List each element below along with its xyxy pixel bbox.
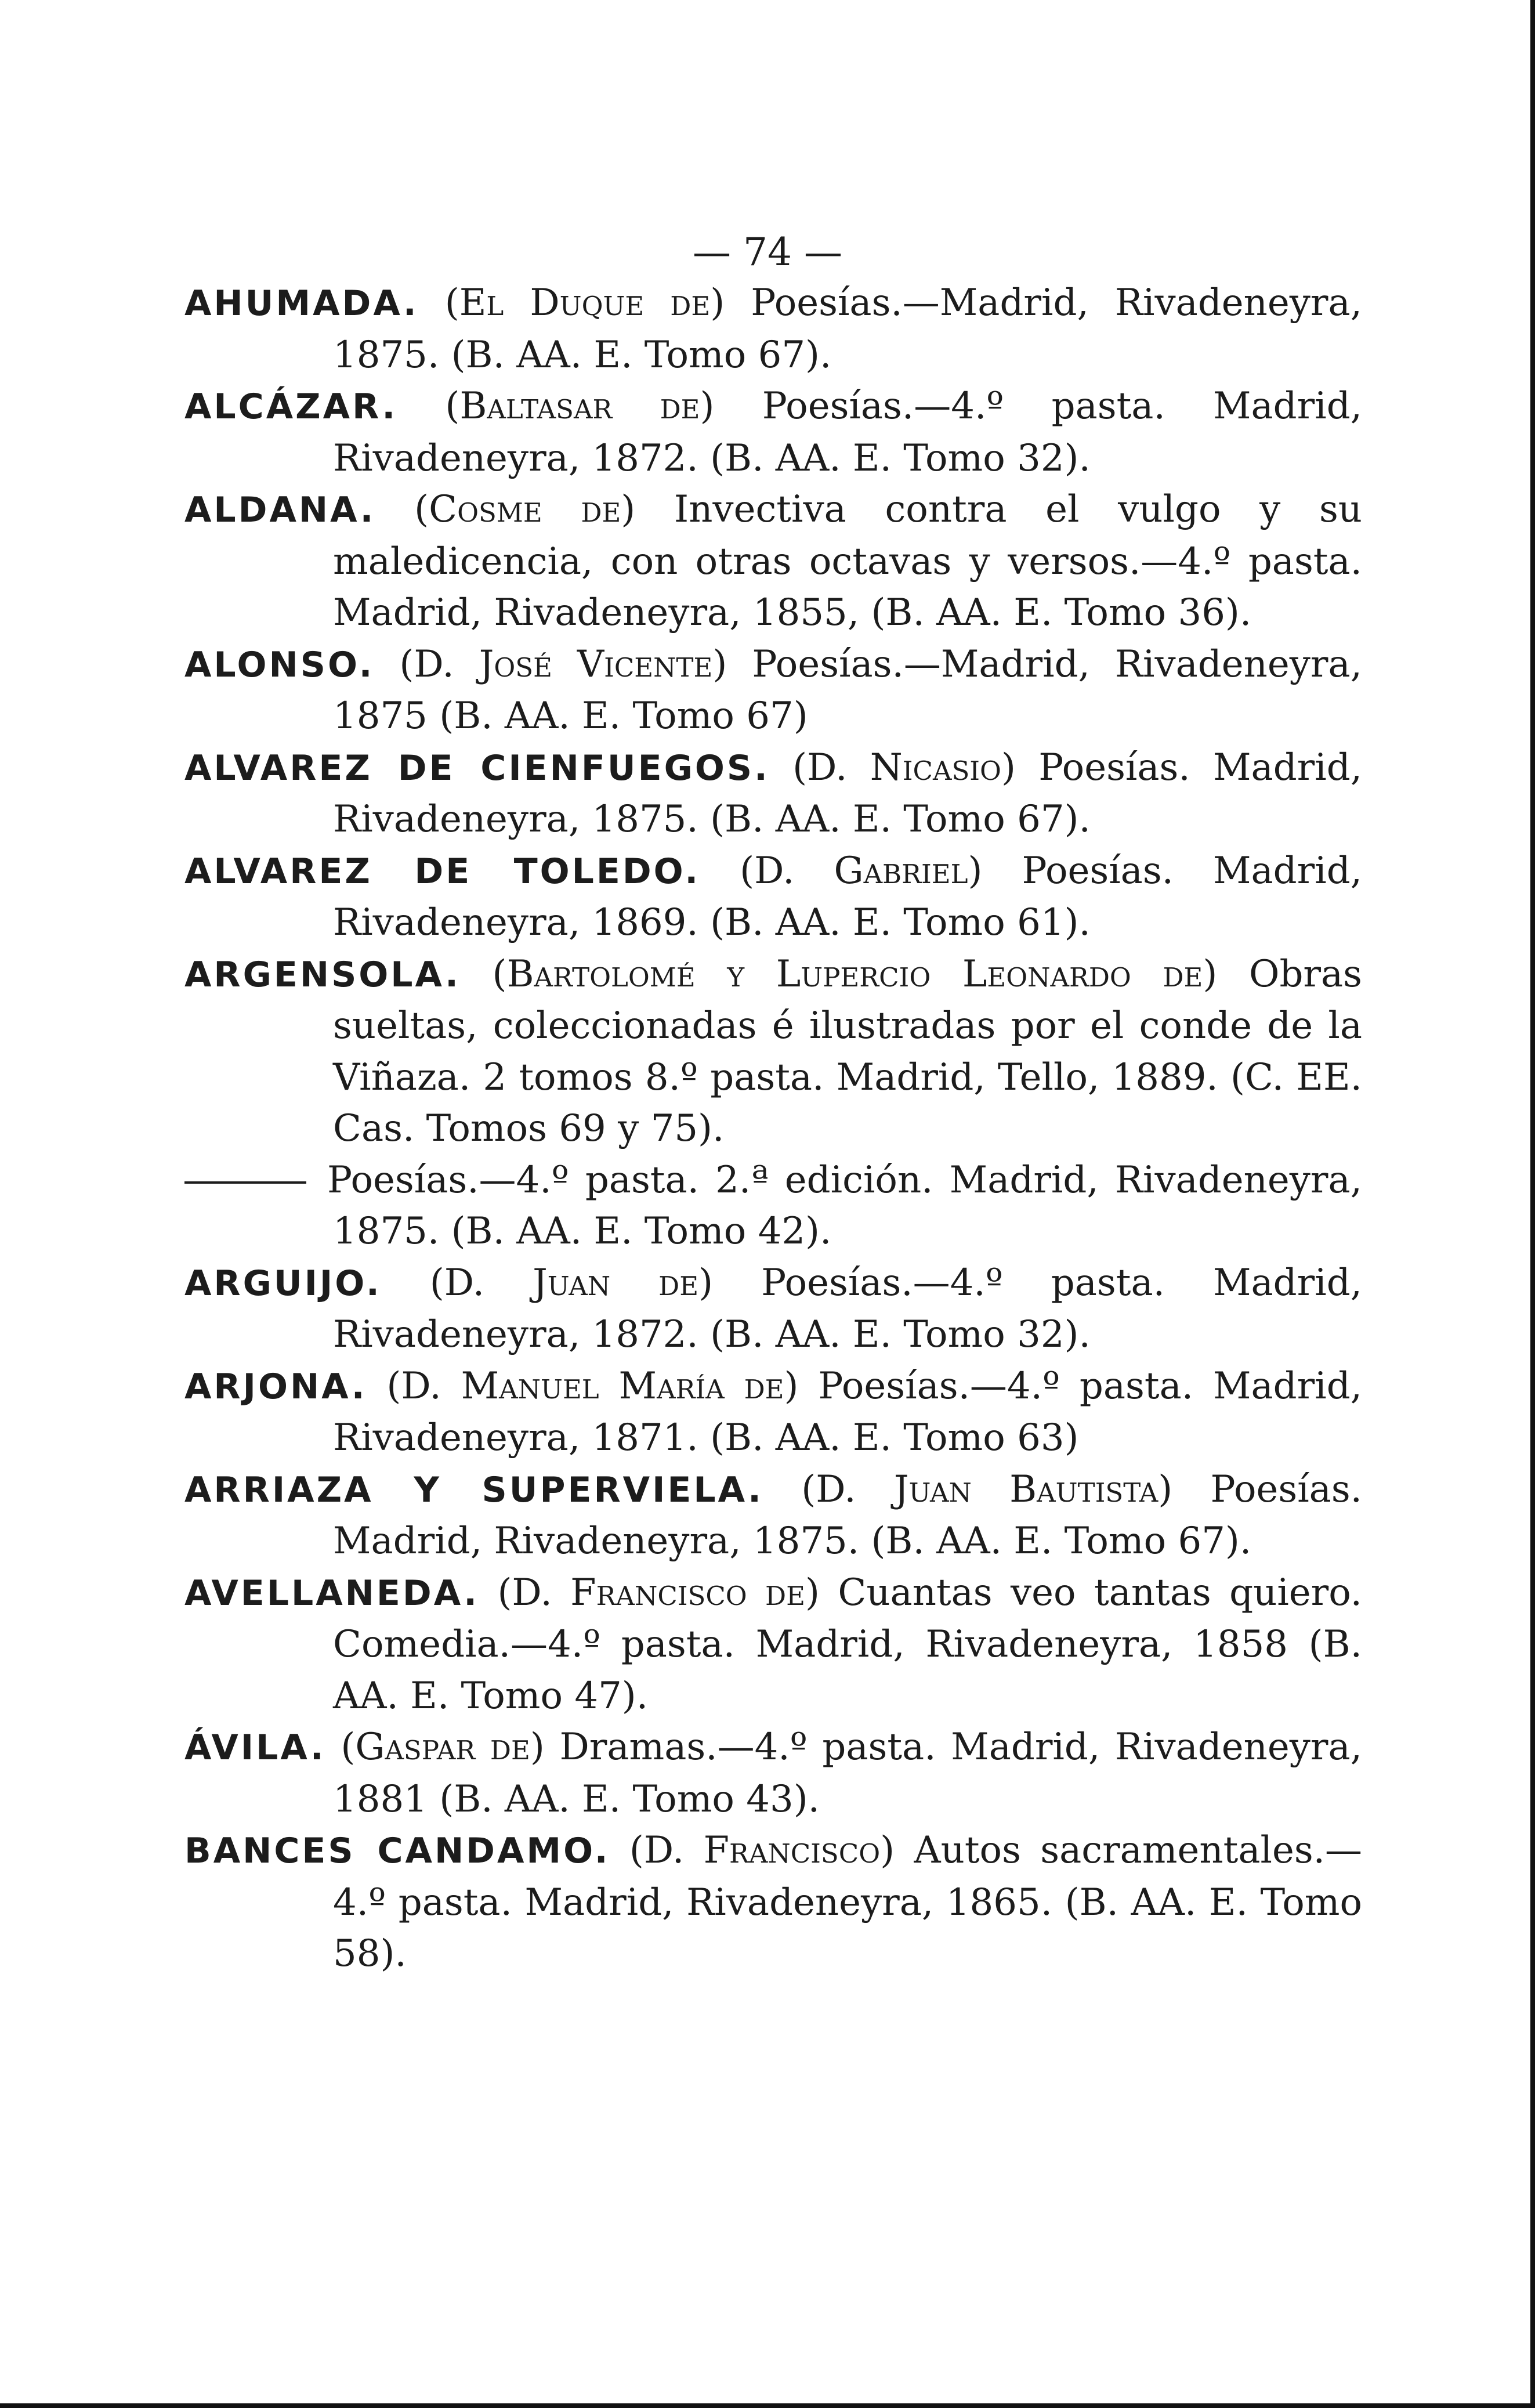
entry-heading: ÁVILA.	[184, 1727, 326, 1768]
bibliography-entry	[184, 742, 1362, 845]
entry-heading: ALVAREZ DE CIENFUEGOS.	[184, 747, 770, 789]
bibliography-entry	[184, 639, 1362, 742]
entry-heading: ALDANA.	[184, 490, 376, 530]
entry-author: (D. Manuel María de)	[386, 1364, 799, 1408]
entry-text: Poesías.—4.º pasta. Madrid, Rivadeneyra, 1872. (B. AA. E. Tomo 32).	[333, 385, 1363, 480]
entry-author: (Gaspar de)	[341, 1726, 545, 1769]
entry-text: Poesías.—Madrid, Rivadeneyra, 1875. (B. AA. E. Tomo 67).	[333, 281, 1362, 377]
entry-text: Dramas.—4.º pasta. Madrid, Rivadeneyra, 1881 (B. AA. E. Tomo 43).	[333, 1726, 1363, 1821]
bibliography-entry	[184, 484, 1362, 639]
ditto-dash	[184, 1181, 306, 1184]
page-number: — 74 —	[693, 230, 842, 274]
entry-text: Poesías.—Madrid, Rivadeneyra, 1875 (B. AA. E. Tomo 67)	[333, 642, 1362, 737]
entry-text: Poesías.—4.º pasta. 2.ª edición. Madrid, Rivadeneyra, 1875. (B. AA. E. Tomo 42).	[327, 1158, 1362, 1253]
entry-text: Cuantas veo tantas quiero. Comedia.—4.º pasta. Madrid, Rivadeneyra, 1858 (B. AA. E. Tomo 47).	[333, 1571, 1363, 1718]
entry-author: (D. Francisco)	[629, 1829, 895, 1872]
entry-author: (D. Gabriel)	[740, 849, 983, 892]
entry-text: Obras sueltas, coleccionadas é ilustradas por el conde de la Viñaza. 2 tomos 8.º pasta. Madrid, Tello, 1889. (C. EE. Cas. Tomos 69 y 75).	[333, 952, 1363, 1150]
entry-heading: ALCÁZAR.	[184, 386, 398, 427]
entry-author: (D. Juan Bautista)	[801, 1467, 1173, 1511]
entry-text: Poesías.—4.º pasta. Madrid, Rivadeneyra, 1871. (B. AA. E. Tomo 63)	[333, 1364, 1363, 1459]
bibliography-entry	[184, 1567, 1362, 1722]
entry-author: (El Duque de)	[444, 281, 725, 324]
bibliography-entry	[184, 845, 1362, 949]
bibliography-list	[184, 277, 1362, 1980]
bibliography-entry	[184, 277, 1362, 381]
bibliography-entry	[184, 949, 1362, 1155]
bibliography-entry	[184, 381, 1362, 484]
entry-author: (D. José Vicente)	[399, 642, 727, 686]
entry-author: (D. Juan de)	[429, 1261, 714, 1304]
entry-heading: ALONSO.	[184, 644, 375, 685]
entry-heading: ARRIAZA Y SUPERVIELA.	[184, 1469, 763, 1510]
page-border-bottom	[0, 2403, 1535, 2408]
entry-heading: AHUMADA.	[184, 283, 419, 324]
entry-text: Autos sacramentales.—4.º pasta. Madrid, Rivadeneyra, 1865. (B. AA. E. Tomo 58).	[333, 1829, 1362, 1975]
entry-text: Poesías. Madrid, Rivadeneyra, 1869. (B. AA. E. Tomo 61).	[333, 849, 1362, 944]
entry-author: (Baltasar de)	[445, 385, 715, 428]
entry-heading: ARGENSOLA.	[184, 954, 461, 995]
entry-author: (Cosme de)	[414, 488, 636, 531]
entry-heading: BANCES CANDAMO.	[184, 1831, 610, 1871]
entry-text: Invectiva contra el vulgo y su maledicencia, con otras octavas y versos.—4.º pasta. Madrid, Rivadeneyra, 1855, (B. AA. E. Tomo 36).	[333, 488, 1363, 634]
entry-text: Poesías.—4.º pasta. Madrid, Rivadeneyra, 1872. (B. AA. E. Tomo 32).	[333, 1261, 1363, 1356]
entry-author: (Bartolomé y Lupercio Leonardo de)	[492, 952, 1218, 996]
entry-heading: ARJONA.	[184, 1366, 367, 1407]
entry-author: (D. Nicasio)	[792, 746, 1016, 789]
bibliography-entry	[184, 1361, 1362, 1464]
bibliography-entry-continuation	[184, 1155, 1362, 1257]
entry-heading: ARGUIJO.	[184, 1263, 382, 1304]
entry-heading: AVELLANEDA.	[184, 1572, 480, 1614]
entry-text: Poesías. Madrid, Rivadeneyra, 1875. (B. AA. E. Tomo 67).	[333, 746, 1363, 841]
entry-author: (D. Francisco de)	[497, 1571, 820, 1614]
bibliography-entry	[184, 1464, 1362, 1567]
page-border-right	[1530, 0, 1535, 2408]
bibliography-entry	[184, 1257, 1362, 1361]
entry-text: Poesías. Madrid, Rivadeneyra, 1875. (B. AA. E. Tomo 67).	[333, 1467, 1363, 1563]
bibliography-entry	[184, 1825, 1362, 1980]
entry-heading: ALVAREZ DE TOLEDO.	[184, 851, 701, 892]
bibliography-entry	[184, 1722, 1362, 1825]
